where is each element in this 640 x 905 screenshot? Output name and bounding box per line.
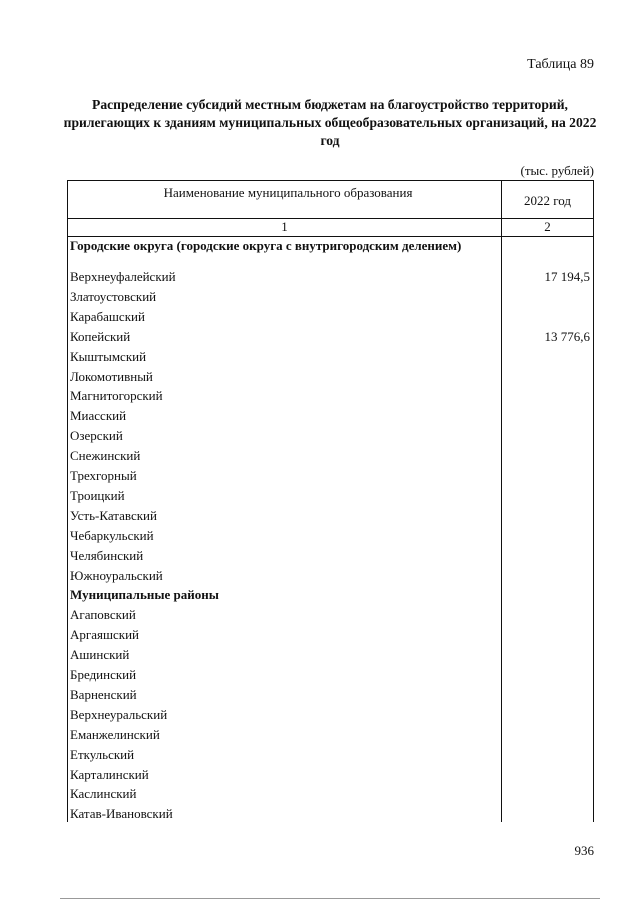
column-number-1: 1 [281, 219, 288, 234]
row-name: Копейский [70, 328, 131, 344]
row-name: Миасский [70, 408, 127, 424]
header-name: Наименование муниципального образования [163, 185, 413, 200]
row-name: Аргаяшский [70, 627, 139, 643]
document-title: Распределение субсидий местным бюджетам на благоустройство территорий, прилегающих к зданиям муниципальных общеобразовательных организаций, на 2022 год [63, 97, 597, 148]
column-number-2: 2 [544, 219, 551, 234]
row-name: Карабашский [70, 308, 145, 324]
row-name: Чебаркульский [70, 527, 154, 543]
row-name: Варненский [70, 686, 137, 702]
row-name: Снежинский [70, 448, 141, 464]
footer-line [60, 898, 600, 899]
units-label: (тыс. рублей) [520, 163, 594, 178]
numbering-divider [68, 236, 593, 237]
row-name: Трехгорный [70, 468, 137, 483]
section-title: Городские округа (городские округа с внутригородским делением) [70, 238, 462, 253]
data-table [67, 180, 594, 822]
row-name: Агаповский [70, 607, 136, 623]
row-name: Троицкий [70, 487, 125, 503]
row-name: Еткульский [70, 746, 135, 762]
row-name: Еманжелинский [70, 726, 160, 742]
row-name: Катав-Ивановский [70, 806, 173, 822]
row-name: Верхнеуральский [70, 706, 168, 722]
row-name: Магнитогорский [70, 388, 163, 404]
row-name: Челябинский [70, 547, 144, 563]
row-name: Златоустовский [70, 288, 157, 304]
row-value: 13 776,6 [544, 328, 590, 344]
row-name: Кыштымский [70, 348, 147, 364]
row-name: Ашинский [70, 647, 130, 663]
row-name: Каслинский [70, 786, 137, 802]
row-name: Южноуральский [70, 567, 163, 583]
section-title: Муниципальные районы [70, 587, 219, 603]
page-number: 936 [574, 843, 594, 858]
row-name: Брединский [70, 667, 137, 682]
row-name: Локомотивный [70, 368, 153, 384]
row-name: Карталинский [70, 766, 149, 782]
header-year: 2022 год [524, 193, 571, 208]
row-value: 17 194,5 [544, 269, 590, 284]
row-name: Усть-Катавский [70, 507, 157, 523]
row-name: Верхнеуфалейский [70, 269, 176, 284]
row-name: Озерский [70, 428, 123, 444]
table-label: Таблица 89 [527, 57, 594, 72]
